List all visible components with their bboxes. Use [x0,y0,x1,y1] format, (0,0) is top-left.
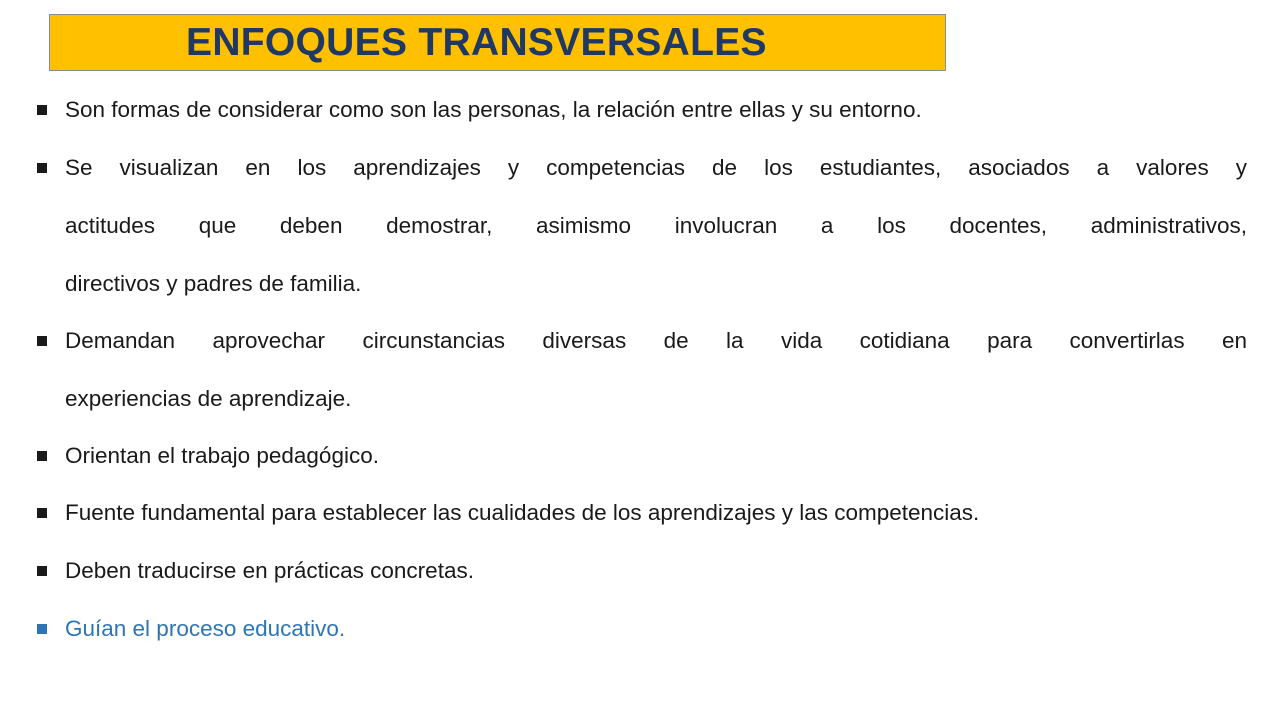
bullet-line: Demandan aprovechar circunstancias diversas de la vida cotidiana para convertirlas en [65,328,1247,353]
bullet-line: Deben traducirse en prácticas concretas. [65,558,474,583]
bullet-square-icon [37,105,47,115]
bullet-line: experiencias de aprendizaje. [65,386,352,411]
bullet-line: Fuente fundamental para establecer las cualidades de los aprendizajes y las competencias. [65,500,980,525]
bullet-line: Orientan el trabajo pedagógico. [65,443,379,468]
bullet-item-3 [65,312,1247,428]
bullet-square-icon [37,336,47,346]
slide-title: ENFOQUES TRANSVERSALES [186,21,767,64]
bullet-item-7 [65,600,1247,658]
bullet-square-icon [37,163,47,173]
bullet-item-2 [65,139,1247,313]
bullet-line: Se visualizan en los aprendizajes y competencias de los estudiantes, asociados a valores y [65,155,1247,180]
bullet-line: Son formas de considerar como son las personas, la relación entre ellas y su entorno. [65,97,922,122]
bullet-square-icon [37,508,47,518]
bullet-line: directivos y padres de familia. [65,271,362,296]
bullet-square-icon [37,566,47,576]
bullet-line: Guían el proceso educativo. [65,616,346,641]
bullet-square-icon [37,451,47,461]
bullet-item-1 [65,81,1247,139]
bullet-item-4 [65,427,1247,485]
bullet-square-icon [37,624,47,634]
bullet-line: actitudes que deben demostrar, asimismo involucran a los docentes, administrativos, [65,213,1247,238]
bullet-item-6 [65,542,1247,600]
bullet-item-5 [65,484,1247,542]
